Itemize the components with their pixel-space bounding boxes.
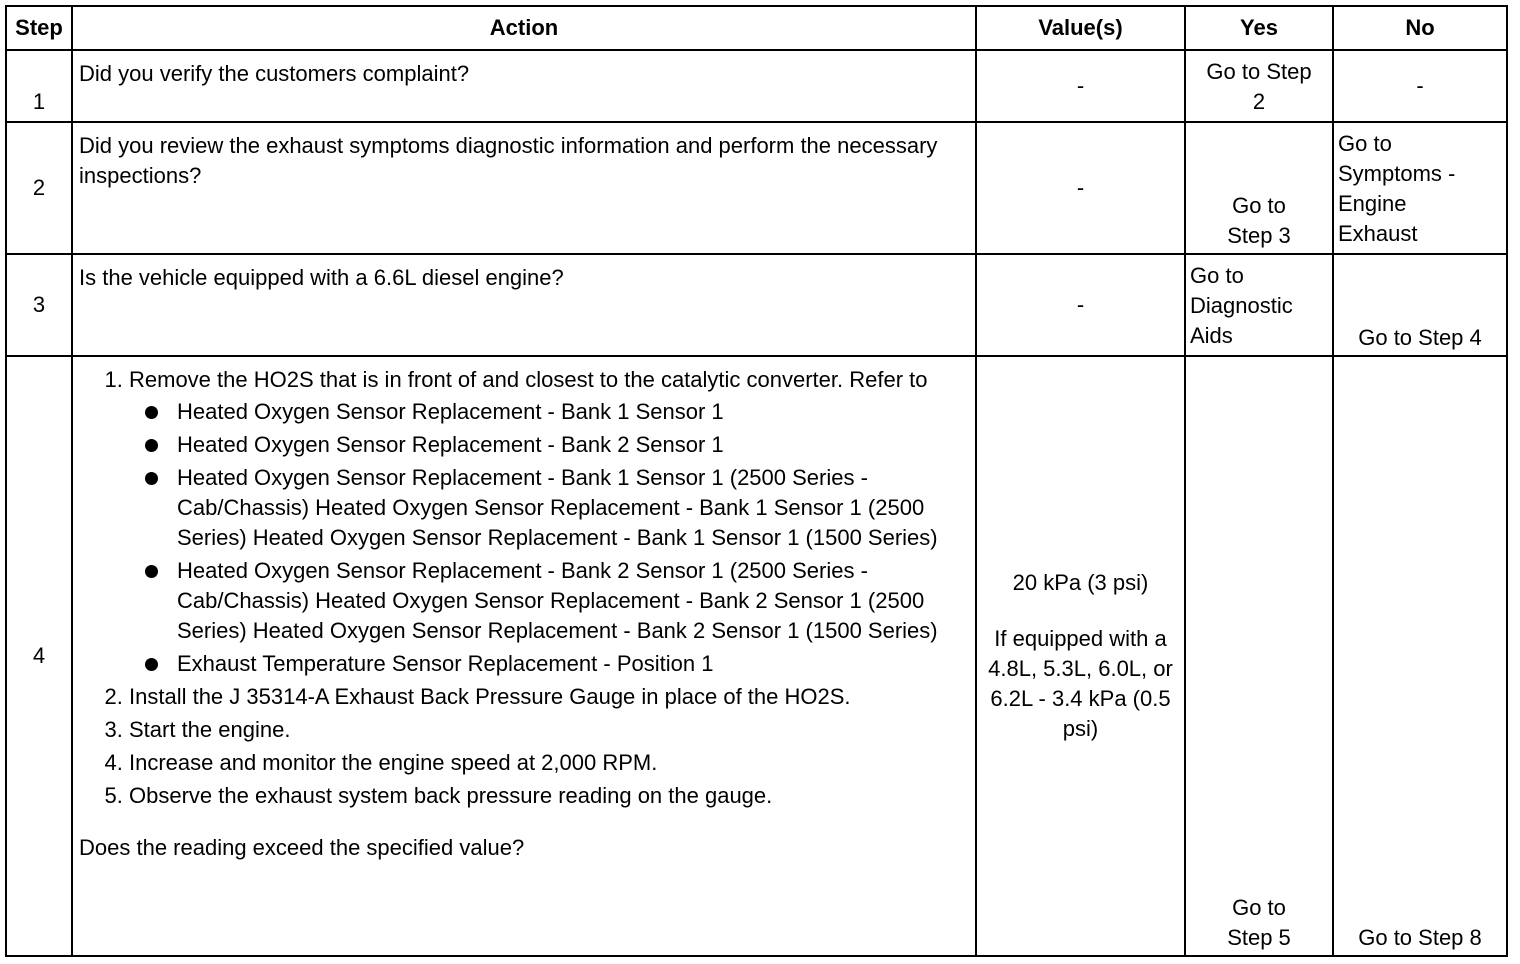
no-cell: - (1333, 50, 1507, 122)
action-step-text: Remove the HO2S that is in front of and closest to the catalytic converter. Refer to (129, 367, 928, 392)
reference-list (129, 397, 969, 679)
step-number: 4 (6, 356, 72, 956)
reference-link[interactable]: Heated Oxygen Sensor Replacement - Bank 1 Sensor 1 (2500 Series - Cab/Chassis) Heated Oxygen Sensor Replacement - Bank 1 Sensor 1 (2500 Series) Heated Oxygen Sensor Replacement - Bank 1 Sensor 1 (1500 Series) (177, 463, 969, 553)
no-link[interactable]: Go to Symptoms - Engine Exhaust (1333, 122, 1507, 254)
action-cell: Is the vehicle equipped with a 6.6L diesel engine? (72, 254, 976, 356)
action-step: 2. Install the J 35314-A Exhaust Back Pressure Gauge in place of the HO2S. (129, 682, 969, 712)
action-steps-list (79, 365, 969, 811)
reference-link[interactable]: Heated Oxygen Sensor Replacement - Bank 2 Sensor 1 (2500 Series - Cab/Chassis) Heated Oxygen Sensor Replacement - Bank 2 Sensor 1 (2500 Series) Heated Oxygen Sensor Replacement - Bank 2 Sensor 1 (1500 Series) (177, 556, 969, 646)
value-cell: - (976, 50, 1185, 122)
no-link[interactable]: Go to Step 4 (1333, 254, 1507, 356)
yes-link[interactable]: Go to Diagnostic Aids (1185, 254, 1333, 356)
reference-link[interactable]: Heated Oxygen Sensor Replacement - Bank 2 Sensor 1 (177, 430, 969, 460)
yes-link[interactable]: Go to Step 3 (1185, 122, 1333, 254)
value-cell: - (976, 122, 1185, 254)
action-step: 4. Increase and monitor the engine speed at 2,000 RPM. (129, 748, 969, 778)
table-row (6, 254, 1507, 356)
value-primary: 20 kPa (3 psi) (1012, 570, 1149, 595)
step-number: 3 (6, 254, 72, 356)
action-cell: Did you review the exhaust symptoms diagnostic information and perform the necessary inspections? (72, 122, 976, 254)
value-cell: - (976, 254, 1185, 356)
header-yes: Yes (1185, 6, 1333, 50)
action-step: 5. Observe the exhaust system back pressure reading on the gauge. (129, 781, 969, 811)
header-row (6, 6, 1507, 50)
action-step (129, 365, 969, 679)
value-cell (976, 356, 1185, 956)
step-number: 1 (6, 50, 72, 122)
reference-link[interactable]: Heated Oxygen Sensor Replacement - Bank 1 Sensor 1 (177, 397, 969, 427)
header-action: Action (72, 6, 976, 50)
table-row (6, 122, 1507, 254)
yes-link[interactable]: Go to Step 2 (1185, 50, 1333, 122)
yes-link[interactable]: Go to Step 5 (1185, 356, 1333, 956)
reference-link[interactable]: Exhaust Temperature Sensor Replacement - Position 1 (177, 649, 969, 679)
action-step: 3. Start the engine. (129, 715, 969, 745)
table-row (6, 50, 1507, 122)
header-values: Value(s) (976, 6, 1185, 50)
action-cell: Did you verify the customers complaint? (72, 50, 976, 122)
action-cell (72, 356, 976, 956)
action-question: Does the reading exceed the specified value? (79, 835, 525, 860)
step-number: 2 (6, 122, 72, 254)
table-row (6, 356, 1507, 956)
value-secondary: If equipped with a 4.8L, 5.3L, 6.0L, or 6.2L - 3.4 kPa (0.5 psi) (988, 626, 1173, 741)
header-no: No (1333, 6, 1507, 50)
header-step: Step (6, 6, 72, 50)
no-link[interactable]: Go to Step 8 (1333, 356, 1507, 956)
diagnostic-table (5, 5, 1508, 957)
